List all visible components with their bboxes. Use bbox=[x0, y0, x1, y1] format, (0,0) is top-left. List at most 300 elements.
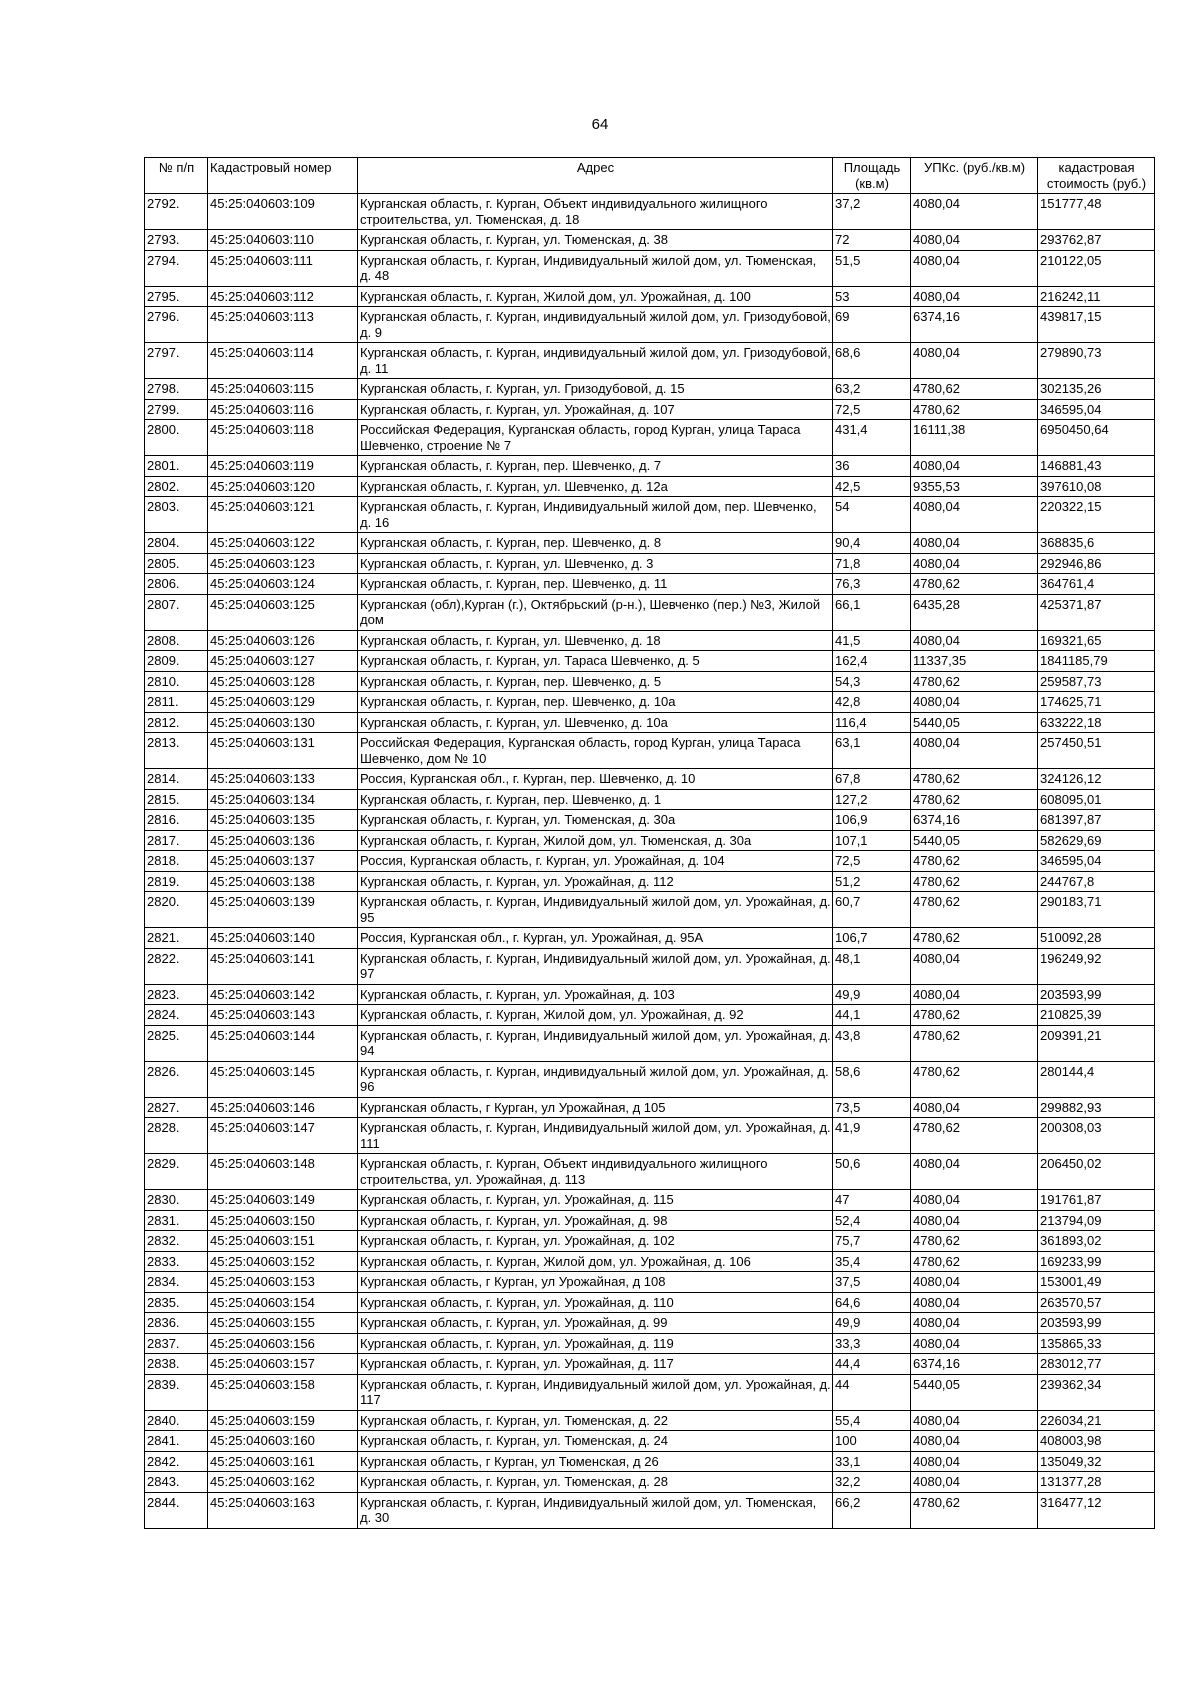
cell-area: 54,3 bbox=[833, 671, 911, 692]
cell-address: Курганская область, г. Курган, индивидуальный жилой дом, ул. Гризодубовой, д. 9 bbox=[358, 307, 833, 343]
table-row bbox=[145, 1492, 1155, 1528]
cell-area: 33,3 bbox=[833, 1333, 911, 1354]
cell-cadastral-number: 45:25:040603:112 bbox=[208, 286, 358, 307]
cell-cadastral-value: 408003,98 bbox=[1038, 1431, 1155, 1452]
cell-cadastral-number: 45:25:040603:143 bbox=[208, 1005, 358, 1026]
cell-cadastral-number: 45:25:040603:134 bbox=[208, 789, 358, 810]
cell-cadastral-number: 45:25:040603:137 bbox=[208, 851, 358, 872]
cell-area: 49,9 bbox=[833, 984, 911, 1005]
cell-area: 44 bbox=[833, 1374, 911, 1410]
table-row bbox=[145, 671, 1155, 692]
cell-row-number: 2821. bbox=[145, 928, 208, 949]
cell-area: 75,7 bbox=[833, 1231, 911, 1252]
table-row bbox=[145, 1190, 1155, 1211]
cell-upks: 4080,04 bbox=[911, 630, 1038, 651]
cell-address: Курганская область, г. Курган, Жилой дом, ул. Урожайная, д. 100 bbox=[358, 286, 833, 307]
cell-cadastral-value: 439817,15 bbox=[1038, 307, 1155, 343]
table-row bbox=[145, 1251, 1155, 1272]
cell-row-number: 2838. bbox=[145, 1354, 208, 1375]
cell-area: 107,1 bbox=[833, 830, 911, 851]
cell-address: Курганская область, г. Курган, ул. Тюменская, д. 38 bbox=[358, 230, 833, 251]
table-row bbox=[145, 692, 1155, 713]
cell-area: 58,6 bbox=[833, 1061, 911, 1097]
cell-address: Курганская область, г. Курган, индивидуальный жилой дом, ул. Урожайная, д. 96 bbox=[358, 1061, 833, 1097]
cell-area: 54 bbox=[833, 497, 911, 533]
cell-upks: 4080,04 bbox=[911, 497, 1038, 533]
cell-row-number: 2794. bbox=[145, 250, 208, 286]
cell-area: 37,5 bbox=[833, 1272, 911, 1293]
cell-upks: 4780,62 bbox=[911, 671, 1038, 692]
cell-cadastral-value: 290183,71 bbox=[1038, 892, 1155, 928]
cell-row-number: 2796. bbox=[145, 307, 208, 343]
cell-row-number: 2836. bbox=[145, 1313, 208, 1334]
cell-upks: 4080,04 bbox=[911, 286, 1038, 307]
cell-address: Курганская область, г. Курган, ул. Урожайная, д. 115 bbox=[358, 1190, 833, 1211]
cell-cadastral-number: 45:25:040603:133 bbox=[208, 769, 358, 790]
table-row bbox=[145, 1061, 1155, 1097]
cell-cadastral-number: 45:25:040603:144 bbox=[208, 1025, 358, 1061]
cell-cadastral-value: 196249,92 bbox=[1038, 948, 1155, 984]
cell-cadastral-value: 397610,08 bbox=[1038, 476, 1155, 497]
cell-address: Курганская область, г. Курган, Жилой дом, ул. Урожайная, д. 106 bbox=[358, 1251, 833, 1272]
table-row bbox=[145, 1210, 1155, 1231]
table-row bbox=[145, 1154, 1155, 1190]
cell-address: Курганская область, г. Курган, ул. Тараса Шевченко, д. 5 bbox=[358, 651, 833, 672]
cell-upks: 4080,04 bbox=[911, 1154, 1038, 1190]
cell-upks: 4080,04 bbox=[911, 533, 1038, 554]
cadastral-table bbox=[144, 157, 1155, 1529]
header-cadastral-value: кадастровая стоимость (руб.) bbox=[1038, 158, 1155, 194]
cell-upks: 9355,53 bbox=[911, 476, 1038, 497]
cell-area: 60,7 bbox=[833, 892, 911, 928]
cell-row-number: 2806. bbox=[145, 574, 208, 595]
table-row bbox=[145, 810, 1155, 831]
cell-area: 41,5 bbox=[833, 630, 911, 651]
cell-upks: 4080,04 bbox=[911, 1313, 1038, 1334]
cell-cadastral-value: 324126,12 bbox=[1038, 769, 1155, 790]
cell-cadastral-value: 608095,01 bbox=[1038, 789, 1155, 810]
cell-row-number: 2830. bbox=[145, 1190, 208, 1211]
cell-area: 67,8 bbox=[833, 769, 911, 790]
table-row bbox=[145, 733, 1155, 769]
cell-row-number: 2832. bbox=[145, 1231, 208, 1252]
cell-area: 72,5 bbox=[833, 851, 911, 872]
cell-area: 72,5 bbox=[833, 399, 911, 420]
cell-address: Курганская область, г. Курган, Индивидуальный жилой дом, ул. Урожайная, д. 95 bbox=[358, 892, 833, 928]
cell-address: Россия, Курганская обл., г. Курган, ул. Урожайная, д. 95А bbox=[358, 928, 833, 949]
cell-cadastral-value: 210825,39 bbox=[1038, 1005, 1155, 1026]
cell-area: 63,1 bbox=[833, 733, 911, 769]
cell-cadastral-value: 299882,93 bbox=[1038, 1097, 1155, 1118]
table-row bbox=[145, 250, 1155, 286]
cell-upks: 4780,62 bbox=[911, 769, 1038, 790]
cell-cadastral-value: 200308,03 bbox=[1038, 1118, 1155, 1154]
cell-cadastral-number: 45:25:040603:116 bbox=[208, 399, 358, 420]
cell-cadastral-number: 45:25:040603:145 bbox=[208, 1061, 358, 1097]
table-row bbox=[145, 984, 1155, 1005]
cell-row-number: 2810. bbox=[145, 671, 208, 692]
cell-upks: 4080,04 bbox=[911, 692, 1038, 713]
cell-cadastral-number: 45:25:040603:156 bbox=[208, 1333, 358, 1354]
cell-upks: 4080,04 bbox=[911, 456, 1038, 477]
cell-cadastral-number: 45:25:040603:160 bbox=[208, 1431, 358, 1452]
cell-address: Курганская область, г. Курган, ул. Тюменская, д. 22 bbox=[358, 1410, 833, 1431]
cell-cadastral-number: 45:25:040603:124 bbox=[208, 574, 358, 595]
cell-address: Курганская область, г. Курган, ул. Тюменская, д. 30а bbox=[358, 810, 833, 831]
cell-area: 106,9 bbox=[833, 810, 911, 831]
cell-upks: 4080,04 bbox=[911, 230, 1038, 251]
cell-cadastral-value: 174625,71 bbox=[1038, 692, 1155, 713]
cell-address: Курганская область, г. Курган, ул. Урожайная, д. 99 bbox=[358, 1313, 833, 1334]
header-num: № п/п bbox=[145, 158, 208, 194]
cell-cadastral-number: 45:25:040603:151 bbox=[208, 1231, 358, 1252]
cell-area: 52,4 bbox=[833, 1210, 911, 1231]
cell-cadastral-number: 45:25:040603:126 bbox=[208, 630, 358, 651]
cell-row-number: 2823. bbox=[145, 984, 208, 1005]
table-row bbox=[145, 1333, 1155, 1354]
cell-cadastral-number: 45:25:040603:162 bbox=[208, 1472, 358, 1493]
cell-area: 73,5 bbox=[833, 1097, 911, 1118]
cell-area: 66,1 bbox=[833, 594, 911, 630]
cell-cadastral-number: 45:25:040603:155 bbox=[208, 1313, 358, 1334]
cell-upks: 4780,62 bbox=[911, 871, 1038, 892]
cell-cadastral-number: 45:25:040603:153 bbox=[208, 1272, 358, 1293]
cell-row-number: 2804. bbox=[145, 533, 208, 554]
cell-cadastral-value: 280144,4 bbox=[1038, 1061, 1155, 1097]
cell-address: Курганская область, г. Курган, ул. Шевченко, д. 12а bbox=[358, 476, 833, 497]
cell-area: 47 bbox=[833, 1190, 911, 1211]
table-header-row bbox=[145, 158, 1155, 194]
cell-upks: 4080,04 bbox=[911, 733, 1038, 769]
cell-upks: 4080,04 bbox=[911, 343, 1038, 379]
cell-cadastral-value: 169233,99 bbox=[1038, 1251, 1155, 1272]
cell-upks: 4080,04 bbox=[911, 1272, 1038, 1293]
cell-upks: 4080,04 bbox=[911, 553, 1038, 574]
table-row bbox=[145, 1410, 1155, 1431]
cell-address: Курганская (обл),Курган (г.), Октябрьский (р-н.), Шевченко (пер.) №3, Жилой дом bbox=[358, 594, 833, 630]
cell-cadastral-value: 220322,15 bbox=[1038, 497, 1155, 533]
cell-row-number: 2813. bbox=[145, 733, 208, 769]
cell-row-number: 2818. bbox=[145, 851, 208, 872]
cell-upks: 4780,62 bbox=[911, 379, 1038, 400]
cell-area: 63,2 bbox=[833, 379, 911, 400]
cell-address: Курганская область, г. Курган, Индивидуальный жилой дом, ул. Тюменская, д. 30 bbox=[358, 1492, 833, 1528]
cell-cadastral-value: 302135,26 bbox=[1038, 379, 1155, 400]
cell-area: 72 bbox=[833, 230, 911, 251]
cell-cadastral-value: 263570,57 bbox=[1038, 1292, 1155, 1313]
cell-cadastral-number: 45:25:040603:146 bbox=[208, 1097, 358, 1118]
cell-upks: 4780,62 bbox=[911, 574, 1038, 595]
cell-upks: 4080,04 bbox=[911, 948, 1038, 984]
cell-row-number: 2798. bbox=[145, 379, 208, 400]
cell-cadastral-number: 45:25:040603:130 bbox=[208, 712, 358, 733]
cell-row-number: 2842. bbox=[145, 1451, 208, 1472]
cell-row-number: 2816. bbox=[145, 810, 208, 831]
cell-cadastral-number: 45:25:040603:147 bbox=[208, 1118, 358, 1154]
cell-row-number: 2824. bbox=[145, 1005, 208, 1026]
cell-area: 68,6 bbox=[833, 343, 911, 379]
cell-upks: 4780,62 bbox=[911, 789, 1038, 810]
cell-address: Курганская область, г. Курган, ул. Шевченко, д. 10а bbox=[358, 712, 833, 733]
cell-cadastral-number: 45:25:040603:111 bbox=[208, 250, 358, 286]
cell-row-number: 2815. bbox=[145, 789, 208, 810]
cell-upks: 4780,62 bbox=[911, 1025, 1038, 1061]
table-row bbox=[145, 594, 1155, 630]
cell-address: Курганская область, г. Курган, ул. Урожайная, д. 102 bbox=[358, 1231, 833, 1252]
cell-cadastral-value: 226034,21 bbox=[1038, 1410, 1155, 1431]
header-address: Адрес bbox=[358, 158, 833, 194]
cell-area: 55,4 bbox=[833, 1410, 911, 1431]
cell-area: 37,2 bbox=[833, 194, 911, 230]
cell-row-number: 2793. bbox=[145, 230, 208, 251]
cell-cadastral-number: 45:25:040603:119 bbox=[208, 456, 358, 477]
cell-address: Курганская область, г. Курган, Индивидуальный жилой дом, ул. Тюменская, д. 48 bbox=[358, 250, 833, 286]
cell-row-number: 2829. bbox=[145, 1154, 208, 1190]
table-row bbox=[145, 1118, 1155, 1154]
cell-cadastral-number: 45:25:040603:140 bbox=[208, 928, 358, 949]
cell-address: Курганская область, г. Курган, ул. Урожайная, д. 103 bbox=[358, 984, 833, 1005]
cell-upks: 6374,16 bbox=[911, 810, 1038, 831]
table-body bbox=[145, 194, 1155, 1529]
cell-cadastral-value: 279890,73 bbox=[1038, 343, 1155, 379]
cell-cadastral-number: 45:25:040603:135 bbox=[208, 810, 358, 831]
cell-row-number: 2819. bbox=[145, 871, 208, 892]
cell-upks: 5440,05 bbox=[911, 830, 1038, 851]
cell-area: 41,9 bbox=[833, 1118, 911, 1154]
table-row bbox=[145, 379, 1155, 400]
cell-area: 50,6 bbox=[833, 1154, 911, 1190]
table-row bbox=[145, 1025, 1155, 1061]
cell-address: Курганская область, г. Курган, ул. Тюменская, д. 28 bbox=[358, 1472, 833, 1493]
cell-cadastral-number: 45:25:040603:114 bbox=[208, 343, 358, 379]
cell-cadastral-value: 346595,04 bbox=[1038, 851, 1155, 872]
cell-cadastral-number: 45:25:040603:131 bbox=[208, 733, 358, 769]
cell-cadastral-number: 45:25:040603:154 bbox=[208, 1292, 358, 1313]
cell-upks: 4780,62 bbox=[911, 1005, 1038, 1026]
table-row bbox=[145, 497, 1155, 533]
table-row bbox=[145, 343, 1155, 379]
cell-cadastral-number: 45:25:040603:120 bbox=[208, 476, 358, 497]
cell-row-number: 2833. bbox=[145, 1251, 208, 1272]
cell-cadastral-number: 45:25:040603:129 bbox=[208, 692, 358, 713]
cell-cadastral-value: 131377,28 bbox=[1038, 1472, 1155, 1493]
cell-cadastral-value: 6950450,64 bbox=[1038, 420, 1155, 456]
cell-cadastral-number: 45:25:040603:161 bbox=[208, 1451, 358, 1472]
cell-address: Российская Федерация, Курганская область, город Курган, улица Тараса Шевченко, строение № 7 bbox=[358, 420, 833, 456]
cell-cadastral-value: 135865,33 bbox=[1038, 1333, 1155, 1354]
cell-upks: 16111,38 bbox=[911, 420, 1038, 456]
table-row bbox=[145, 928, 1155, 949]
cell-row-number: 2839. bbox=[145, 1374, 208, 1410]
cell-row-number: 2803. bbox=[145, 497, 208, 533]
table-row bbox=[145, 1005, 1155, 1026]
cell-cadastral-number: 45:25:040603:127 bbox=[208, 651, 358, 672]
cell-cadastral-value: 239362,34 bbox=[1038, 1374, 1155, 1410]
table-row bbox=[145, 1313, 1155, 1334]
cell-row-number: 2814. bbox=[145, 769, 208, 790]
cell-row-number: 2792. bbox=[145, 194, 208, 230]
cell-cadastral-number: 45:25:040603:113 bbox=[208, 307, 358, 343]
cell-cadastral-number: 45:25:040603:109 bbox=[208, 194, 358, 230]
cell-address: Курганская область, г. Курган, пер. Шевченко, д. 5 bbox=[358, 671, 833, 692]
table-row bbox=[145, 553, 1155, 574]
cell-cadastral-value: 510092,28 bbox=[1038, 928, 1155, 949]
cell-area: 36 bbox=[833, 456, 911, 477]
table-row bbox=[145, 651, 1155, 672]
cell-cadastral-value: 292946,86 bbox=[1038, 553, 1155, 574]
table-row bbox=[145, 533, 1155, 554]
cell-cadastral-number: 45:25:040603:141 bbox=[208, 948, 358, 984]
cell-cadastral-value: 259587,73 bbox=[1038, 671, 1155, 692]
cell-area: 116,4 bbox=[833, 712, 911, 733]
cell-cadastral-number: 45:25:040603:138 bbox=[208, 871, 358, 892]
cell-address: Курганская область, г. Курган, пер. Шевченко, д. 1 bbox=[358, 789, 833, 810]
cell-cadastral-number: 45:25:040603:142 bbox=[208, 984, 358, 1005]
cell-address: Курганская область, г. Курган, ул. Урожайная, д. 107 bbox=[358, 399, 833, 420]
cell-area: 51,5 bbox=[833, 250, 911, 286]
cell-address: Курганская область, г. Курган, Индивидуальный жилой дом, ул. Урожайная, д. 117 bbox=[358, 1374, 833, 1410]
cell-row-number: 2841. bbox=[145, 1431, 208, 1452]
cell-cadastral-number: 45:25:040603:158 bbox=[208, 1374, 358, 1410]
cell-cadastral-value: 216242,11 bbox=[1038, 286, 1155, 307]
cell-area: 51,2 bbox=[833, 871, 911, 892]
cell-cadastral-value: 213794,09 bbox=[1038, 1210, 1155, 1231]
cell-area: 64,6 bbox=[833, 1292, 911, 1313]
cell-cadastral-number: 45:25:040603:157 bbox=[208, 1354, 358, 1375]
cell-cadastral-value: 283012,77 bbox=[1038, 1354, 1155, 1375]
cell-upks: 4780,62 bbox=[911, 1231, 1038, 1252]
cell-row-number: 2805. bbox=[145, 553, 208, 574]
cell-address: Курганская область, г. Курган, пер. Шевченко, д. 7 bbox=[358, 456, 833, 477]
cell-upks: 4080,04 bbox=[911, 1210, 1038, 1231]
cell-cadastral-value: 364761,4 bbox=[1038, 574, 1155, 595]
cell-area: 90,4 bbox=[833, 533, 911, 554]
table-row bbox=[145, 1231, 1155, 1252]
cell-area: 106,7 bbox=[833, 928, 911, 949]
cell-address: Курганская область, г. Курган, ул. Шевченко, д. 3 bbox=[358, 553, 833, 574]
cell-upks: 4780,62 bbox=[911, 851, 1038, 872]
table-row bbox=[145, 1097, 1155, 1118]
cell-upks: 6374,16 bbox=[911, 307, 1038, 343]
cell-area: 66,2 bbox=[833, 1492, 911, 1528]
cell-cadastral-value: 681397,87 bbox=[1038, 810, 1155, 831]
cell-cadastral-number: 45:25:040603:152 bbox=[208, 1251, 358, 1272]
cell-cadastral-value: 191761,87 bbox=[1038, 1190, 1155, 1211]
cell-cadastral-value: 151777,48 bbox=[1038, 194, 1155, 230]
table-row bbox=[145, 1451, 1155, 1472]
table-row bbox=[145, 476, 1155, 497]
cell-row-number: 2826. bbox=[145, 1061, 208, 1097]
cell-upks: 4080,04 bbox=[911, 1292, 1038, 1313]
cell-address: Курганская область, г. Курган, ул. Урожайная, д. 110 bbox=[358, 1292, 833, 1313]
cell-cadastral-value: 203593,99 bbox=[1038, 1313, 1155, 1334]
table-row bbox=[145, 1431, 1155, 1452]
cell-cadastral-number: 45:25:040603:136 bbox=[208, 830, 358, 851]
cell-upks: 4780,62 bbox=[911, 928, 1038, 949]
cell-upks: 4780,62 bbox=[911, 1118, 1038, 1154]
cell-cadastral-value: 206450,02 bbox=[1038, 1154, 1155, 1190]
cell-cadastral-value: 316477,12 bbox=[1038, 1492, 1155, 1528]
cell-row-number: 2844. bbox=[145, 1492, 208, 1528]
cell-address: Курганская область, г. Курган, ул. Тюменская, д. 24 bbox=[358, 1431, 833, 1452]
cell-upks: 4080,04 bbox=[911, 1097, 1038, 1118]
cell-upks: 4080,04 bbox=[911, 1410, 1038, 1431]
cell-cadastral-value: 146881,43 bbox=[1038, 456, 1155, 477]
cell-cadastral-number: 45:25:040603:139 bbox=[208, 892, 358, 928]
cell-row-number: 2840. bbox=[145, 1410, 208, 1431]
cell-address: Курганская область, г. Курган, ул. Урожайная, д. 119 bbox=[358, 1333, 833, 1354]
table-row bbox=[145, 230, 1155, 251]
cell-cadastral-value: 293762,87 bbox=[1038, 230, 1155, 251]
cell-upks: 6435,28 bbox=[911, 594, 1038, 630]
table-row bbox=[145, 574, 1155, 595]
cell-row-number: 2825. bbox=[145, 1025, 208, 1061]
table-row bbox=[145, 1292, 1155, 1313]
cell-area: 44,4 bbox=[833, 1354, 911, 1375]
cell-row-number: 2802. bbox=[145, 476, 208, 497]
cell-cadastral-value: 153001,49 bbox=[1038, 1272, 1155, 1293]
header-upks: УПКс. (руб./кв.м) bbox=[911, 158, 1038, 194]
cell-row-number: 2800. bbox=[145, 420, 208, 456]
table-row bbox=[145, 769, 1155, 790]
cell-area: 127,2 bbox=[833, 789, 911, 810]
cell-address: Курганская область, г Курган, ул Тюменская, д 26 bbox=[358, 1451, 833, 1472]
cell-area: 53 bbox=[833, 286, 911, 307]
header-area: Площадь (кв.м) bbox=[833, 158, 911, 194]
cell-upks: 11337,35 bbox=[911, 651, 1038, 672]
cell-row-number: 2831. bbox=[145, 1210, 208, 1231]
cell-address: Россия, Курганская область, г. Курган, ул. Урожайная, д. 104 bbox=[358, 851, 833, 872]
table-row bbox=[145, 286, 1155, 307]
cell-cadastral-value: 425371,87 bbox=[1038, 594, 1155, 630]
cell-upks: 4080,04 bbox=[911, 1451, 1038, 1472]
cell-address: Россия, Курганская обл., г. Курган, пер. Шевченко, д. 10 bbox=[358, 769, 833, 790]
table-row bbox=[145, 830, 1155, 851]
cell-cadastral-number: 45:25:040603:110 bbox=[208, 230, 358, 251]
table-row bbox=[145, 851, 1155, 872]
cell-upks: 4080,04 bbox=[911, 250, 1038, 286]
cell-area: 42,8 bbox=[833, 692, 911, 713]
cell-cadastral-value: 135049,32 bbox=[1038, 1451, 1155, 1472]
cell-address: Курганская область, г Курган, ул Урожайная, д 105 bbox=[358, 1097, 833, 1118]
table-row bbox=[145, 420, 1155, 456]
table-row bbox=[145, 630, 1155, 651]
page-number: 64 bbox=[591, 116, 609, 133]
cell-area: 42,5 bbox=[833, 476, 911, 497]
cell-upks: 4780,62 bbox=[911, 1492, 1038, 1528]
cell-address: Курганская область, г. Курган, Жилой дом, ул. Урожайная, д. 92 bbox=[358, 1005, 833, 1026]
cell-area: 35,4 bbox=[833, 1251, 911, 1272]
cell-area: 76,3 bbox=[833, 574, 911, 595]
cell-cadastral-number: 45:25:040603:128 bbox=[208, 671, 358, 692]
cell-address: Курганская область, г. Курган, Объект индивидуального жилищного строительства, ул. Урожайная, д. 113 bbox=[358, 1154, 833, 1190]
cell-area: 69 bbox=[833, 307, 911, 343]
cell-area: 71,8 bbox=[833, 553, 911, 574]
table-row bbox=[145, 789, 1155, 810]
cell-area: 48,1 bbox=[833, 948, 911, 984]
table-row bbox=[145, 1354, 1155, 1375]
cell-cadastral-number: 45:25:040603:125 bbox=[208, 594, 358, 630]
cell-upks: 5440,05 bbox=[911, 1374, 1038, 1410]
cell-upks: 4780,62 bbox=[911, 892, 1038, 928]
cell-row-number: 2795. bbox=[145, 286, 208, 307]
cell-cadastral-value: 582629,69 bbox=[1038, 830, 1155, 851]
table-row bbox=[145, 1472, 1155, 1493]
cell-area: 100 bbox=[833, 1431, 911, 1452]
cell-address: Курганская область, г. Курган, индивидуальный жилой дом, ул. Гризодубовой, д. 11 bbox=[358, 343, 833, 379]
cell-area: 49,9 bbox=[833, 1313, 911, 1334]
table-row bbox=[145, 1272, 1155, 1293]
